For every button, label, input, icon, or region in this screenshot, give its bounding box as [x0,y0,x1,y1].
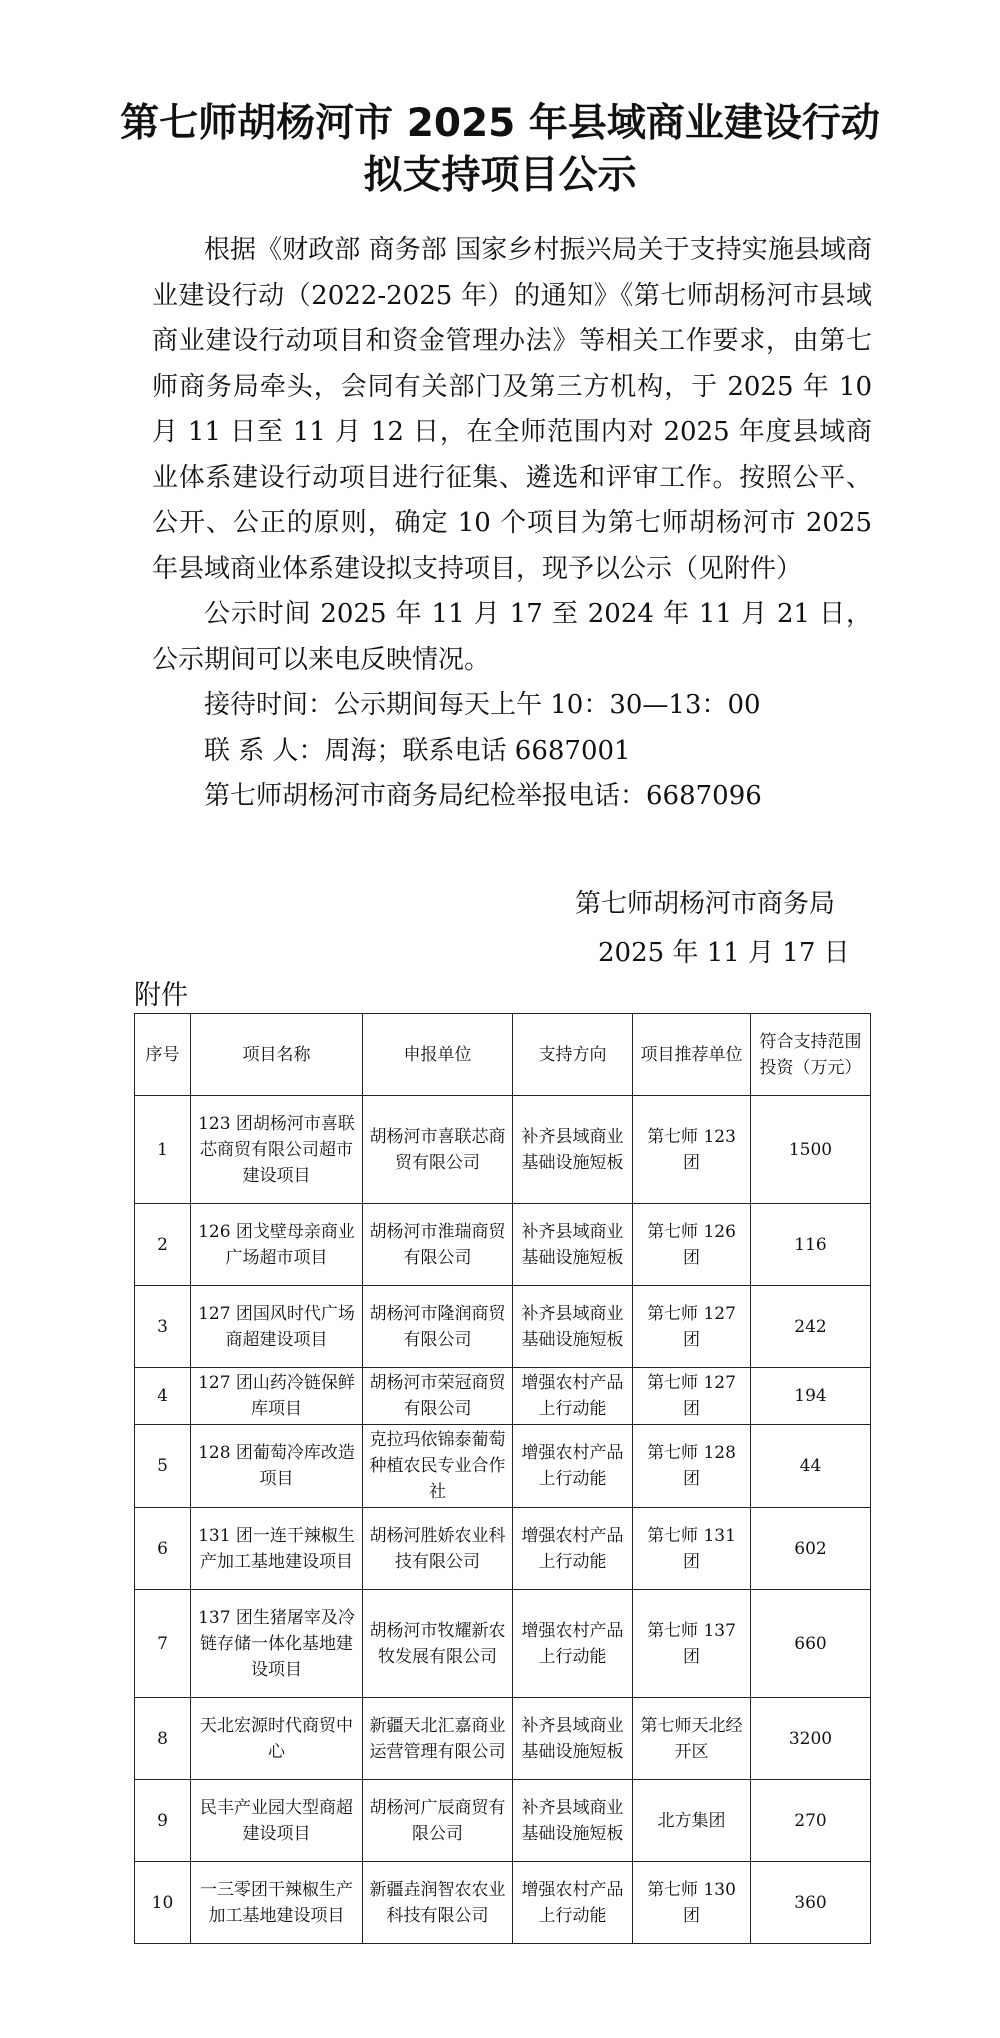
cell-applicant: 胡杨河市荣冠商贸有限公司 [363,1368,513,1425]
table-row [135,1698,871,1780]
issuing-organization: 第七师胡杨河市商务局 [575,889,836,919]
cell-project-name: 128 团葡萄冷库改造项目 [191,1425,363,1508]
header-project-name: 项目名称 [191,1014,363,1096]
attachment-label: 附件 [134,980,188,1011]
cell-no: 4 [135,1368,191,1425]
cell-project-name: 123 团胡杨河市喜联芯商贸有限公司超市建设项目 [191,1096,363,1204]
cell-investment: 242 [751,1286,871,1368]
cell-no: 9 [135,1780,191,1862]
cell-applicant: 克拉玛依锦泰葡萄种植农民专业合作社 [363,1425,513,1508]
cell-investment: 660 [751,1590,871,1698]
cell-no: 1 [135,1096,191,1204]
cell-investment: 44 [751,1425,871,1508]
table-row [135,1508,871,1590]
cell-no: 2 [135,1204,191,1286]
header-investment: 符合支持范围投资（万元） [751,1014,871,1096]
cell-investment: 194 [751,1368,871,1425]
cell-investment: 116 [751,1204,871,1286]
cell-recommender: 北方集团 [633,1780,751,1862]
header-support-direction: 支持方向 [513,1014,633,1096]
cell-recommender: 第七师 127 团 [633,1368,751,1425]
report-phone: 第七师胡杨河市商务局纪检举报电话：6687096 [204,781,762,811]
cell-applicant: 胡杨河市淮瑞商贸有限公司 [363,1204,513,1286]
cell-project-name: 131 团一连干辣椒生产加工基地建设项目 [191,1508,363,1590]
table-header-row [135,1014,871,1096]
header-no: 序号 [135,1014,191,1096]
cell-no: 5 [135,1425,191,1508]
cell-support-direction: 补齐县域商业基础设施短板 [513,1096,633,1204]
cell-investment: 3200 [751,1698,871,1780]
cell-project-name: 127 团国风时代广场商超建设项目 [191,1286,363,1368]
table-row [135,1286,871,1368]
table-row [135,1096,871,1204]
cell-applicant: 新疆天北汇嘉商业运营管理有限公司 [363,1698,513,1780]
cell-applicant: 胡杨河市隆润商贸有限公司 [363,1286,513,1368]
issue-date: 2025 年 11 月 17 日 [598,938,850,968]
cell-recommender: 第七师 137 团 [633,1590,751,1698]
cell-recommender: 第七师天北经开区 [633,1698,751,1780]
table-row [135,1590,871,1698]
cell-no: 6 [135,1508,191,1590]
cell-recommender: 第七师 131 团 [633,1508,751,1590]
cell-project-name: 137 团生猪屠宰及冷链存储一体化基地建设项目 [191,1590,363,1698]
cell-recommender: 第七师 123 团 [633,1096,751,1204]
cell-applicant: 胡杨河广辰商贸有限公司 [363,1780,513,1862]
cell-support-direction: 增强农村产品上行动能 [513,1862,633,1944]
cell-project-name: 天北宏源时代商贸中心 [191,1698,363,1780]
cell-applicant: 胡杨河胜娇农业科技有限公司 [363,1508,513,1590]
cell-recommender: 第七师 126 团 [633,1204,751,1286]
contact-person: 联 系 人：周海；联系电话 6687001 [204,735,631,766]
announcement-body [152,228,872,820]
document-title-line1: 第七师胡杨河市 2025 年县域商业建设行动 [120,101,880,146]
cell-no: 3 [135,1286,191,1368]
cell-support-direction: 增强农村产品上行动能 [513,1590,633,1698]
reception-time: 接待时间：公示期间每天上午 10：30—13：00 [204,690,761,720]
table-row [135,1780,871,1862]
cell-support-direction: 补齐县域商业基础设施短板 [513,1204,633,1286]
cell-investment: 270 [751,1780,871,1862]
cell-no: 8 [135,1698,191,1780]
cell-investment: 1500 [751,1096,871,1204]
cell-support-direction: 补齐县域商业基础设施短板 [513,1698,633,1780]
cell-project-name: 126 团戈壁母亲商业广场超市项目 [191,1204,363,1286]
projects-table [134,1013,871,1944]
table-row [135,1425,871,1508]
header-recommender: 项目推荐单位 [633,1014,751,1096]
cell-applicant: 新疆垚润智农农业科技有限公司 [363,1862,513,1944]
header-applicant: 申报单位 [363,1014,513,1096]
cell-support-direction: 增强农村产品上行动能 [513,1425,633,1508]
cell-investment: 602 [751,1508,871,1590]
cell-support-direction: 补齐县域商业基础设施短板 [513,1780,633,1862]
cell-no: 10 [135,1862,191,1944]
cell-project-name: 127 团山药冷链保鲜库项目 [191,1368,363,1425]
cell-support-direction: 增强农村产品上行动能 [513,1508,633,1590]
cell-investment: 360 [751,1862,871,1944]
table-row [135,1204,871,1286]
cell-applicant: 胡杨河市牧耀新农牧发展有限公司 [363,1590,513,1698]
cell-recommender: 第七师 130 团 [633,1862,751,1944]
cell-support-direction: 补齐县域商业基础设施短板 [513,1286,633,1368]
cell-no: 7 [135,1590,191,1698]
cell-recommender: 第七师 127 团 [633,1286,751,1368]
cell-project-name: 民丰产业园大型商超建设项目 [191,1780,363,1862]
table-row [135,1862,871,1944]
cell-applicant: 胡杨河市喜联芯商贸有限公司 [363,1096,513,1204]
cell-project-name: 一三零团干辣椒生产加工基地建设项目 [191,1862,363,1944]
cell-recommender: 第七师 128 团 [633,1425,751,1508]
cell-support-direction: 增强农村产品上行动能 [513,1368,633,1425]
table-row [135,1368,871,1425]
paragraph-publicity-period: 公示时间 2025 年 11 月 17 至 2024 年 11 月 21 日，公示期间可以来电反映情况。 [152,599,872,675]
paragraph-basis: 根据《财政部 商务部 国家乡村振兴局关于支持实施县域商业建设行动（2022-2025 年）的通知》《第七师胡杨河市县域商业建设行动项目和资金管理办法》等相关工作要求，由第七师商务局牵头，会同有关部门及第三方机构，于 2025 年 10 月 11 日至 11 月 12 日，在全师范围内对 2025 年度县域商业体系建设行动项目进行征集、遴选和评审工作。按照公平、公开、公正的原则，确定 10 个项目为第七师胡杨河市 2025 年县域商业体系建设拟支持项目，现予以公示（见附件） [152,235,872,584]
document-title-line2: 拟支持项目公示 [363,153,637,198]
